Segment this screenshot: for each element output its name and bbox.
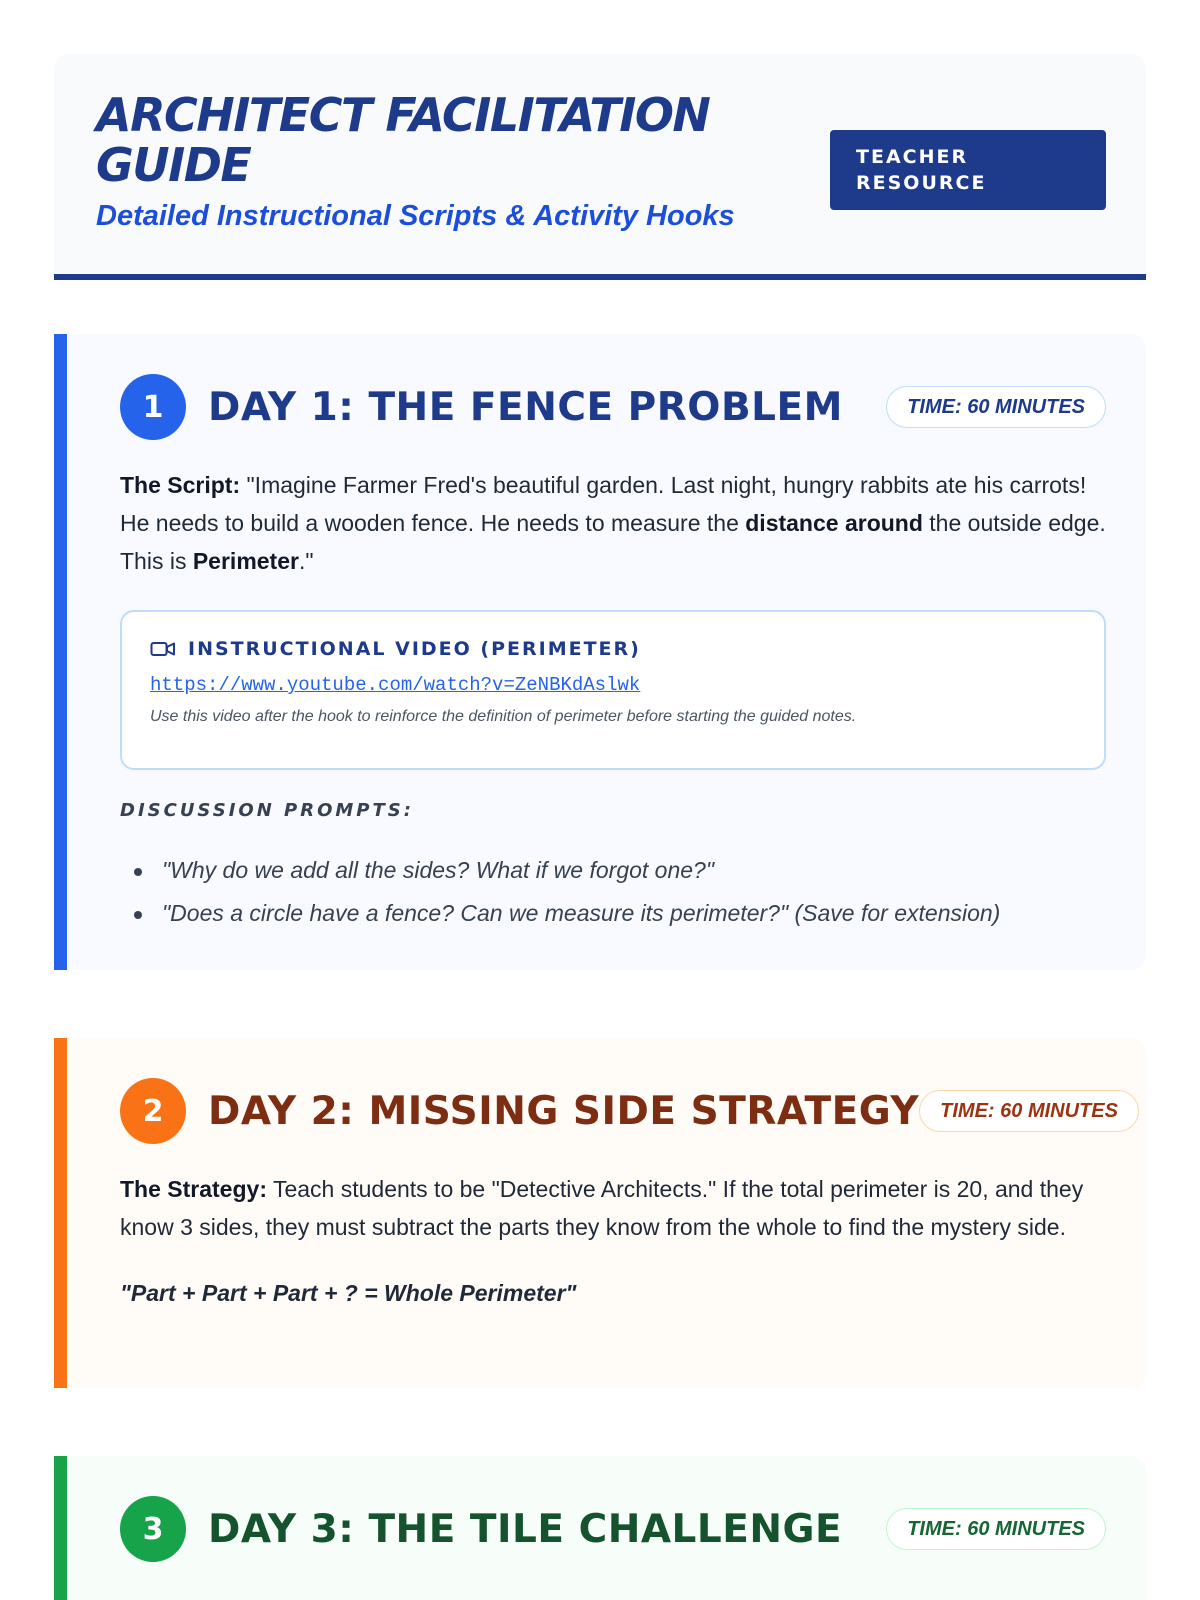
script-label: The Script: <box>120 472 241 498</box>
time-badge: TIME: 60 MINUTES <box>919 1090 1139 1132</box>
discussion-prompts-list <box>120 849 1106 935</box>
day-2-header <box>120 1078 1118 1144</box>
day-number-badge: 1 <box>120 374 186 440</box>
discussion-prompts-label: DISCUSSION PROMPTS: <box>120 800 414 821</box>
day-2-strategy <box>120 1170 1106 1246</box>
day-number-badge: 2 <box>120 1078 186 1144</box>
video-card-header <box>150 638 1076 660</box>
day-1-header <box>120 374 1106 440</box>
list-item: "Why do we add all the sides? What if we forgot one?" <box>120 849 1106 892</box>
script-emphasis: Perimeter <box>192 548 299 574</box>
day-3-header <box>120 1496 1106 1562</box>
script-text: "Imagine Farmer Fred's beautiful garden. Last night, hungry rabbits ate his carrots! He needs to build a wooden fence. He needs to measure the <box>120 472 1087 536</box>
list-item: "Does a circle have a fence? Can we measure its perimeter?" (Save for extension) <box>120 892 1106 935</box>
guide-header <box>54 54 1146 280</box>
day-title: DAY 3: THE TILE CHALLENGE <box>208 1506 843 1552</box>
day-title: DAY 2: MISSING SIDE STRATEGY <box>208 1088 920 1134</box>
script-text: ." <box>298 548 314 574</box>
instructional-video-card <box>120 610 1106 770</box>
video-camera-icon <box>150 639 176 659</box>
time-badge: TIME: 60 MINUTES <box>886 1508 1106 1550</box>
day-1-section <box>54 334 1146 970</box>
video-link[interactable]: https://www.youtube.com/watch?v=ZeNBKdAslwk <box>150 674 641 696</box>
script-emphasis: distance around <box>745 510 923 536</box>
strategy-label: The Strategy: <box>120 1176 267 1202</box>
day-3-section <box>54 1456 1146 1600</box>
video-note: Use this video after the hook to reinforce the definition of perimeter before starting the guided notes. <box>150 708 857 725</box>
video-title: INSTRUCTIONAL VIDEO (PERIMETER) <box>188 638 641 660</box>
day-number-badge: 3 <box>120 1496 186 1562</box>
page-title: ARCHITECT FACILITATION GUIDE <box>96 88 710 192</box>
strategy-text: Teach students to be "Detective Architects." If the total perimeter is 20, and they know 3 sides, they must subtract the parts they know from the whole to find the mystery side. <box>120 1176 1084 1240</box>
day-2-section <box>54 1038 1146 1388</box>
script-text: the outside edge. This is <box>120 510 1106 574</box>
perimeter-formula: "Part + Part + Part + ? = Whole Perimeter" <box>120 1280 577 1306</box>
page-subtitle: Detailed Instructional Scripts & Activity Hooks <box>96 200 735 232</box>
day-1-script <box>120 466 1106 580</box>
day-title: DAY 1: THE FENCE PROBLEM <box>208 384 843 430</box>
time-badge: TIME: 60 MINUTES <box>886 386 1106 428</box>
teacher-resource-badge: TEACHER RESOURCE <box>830 130 1106 210</box>
